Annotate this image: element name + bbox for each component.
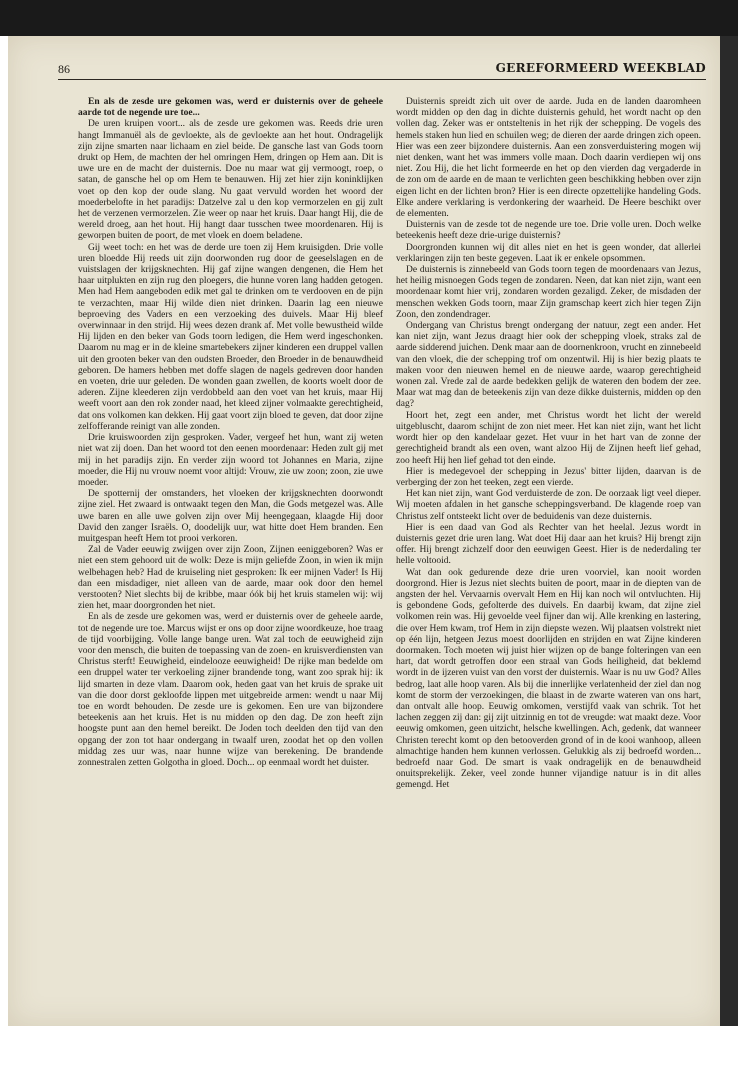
lead-paragraph: En als de zesde ure gekomen was, werd er duisternis over de geheele aarde tot de negende ure toe...: [78, 97, 383, 119]
paragraph: Hier is een daad van God als Rechter van het heelal. Jezus wordt in duisternis gezet drie uren lang. Wat doet Hij daar aan het kruis? Hij brengt zijn offer. Hij brengt zichzelf door den eeuwigen Geest. Hier is de nederdaling ter helle voltooid.: [396, 522, 701, 567]
paragraph: De duisternis is zinnebeeld van Gods toorn tegen de moordenaars van Jezus, het heilig misnoegen Gods tegen de zondaren. Neen, dat kan niet zijn, want een moordenaar komt hier vrij, zondaren worden gezaligd. Zeker, de misdaden der menschen wekken Gods toorn, maar Zijn gramschap keert zich hier tegen Zijn Zoon, den zondendrager.: [396, 265, 701, 320]
paragraph: Duisternis van de zesde tot de negende ure toe. Drie volle uren. Doch welke beteekenis heeft deze drie-urige duisternis?: [396, 220, 701, 242]
paragraph: Hier is medegevoel der schepping in Jezus' bitter lijden, daarvan is de verberging der zon het teeken, zegt een vierde.: [396, 466, 701, 488]
article-column-left: [78, 97, 383, 1017]
page-edge-shadow: [720, 36, 738, 1026]
paragraph: Duisternis spreidt zich uit over de aarde. Juda en de landen daaromheen wordt midden op den dag in dichte duisternis gehuld, het wordt nacht op den vollen dag. Zeker was er ontsteltenis in het rijk der schepping. De vogels des hemels staken hun lied en schuilen weg; de dieren der aarde dringen zich opeen. Hier was een zeer bijzondere duisternis. Aan een zonsverduistering mogen wij niet denken, want het was immers volle maan. Doch daarin verdiepen wij ons niet. Zou Hij, die het licht formeerde en het op den vierden dag vergaderde in de zon om de aarde en de maan te verlichten geen beschikking hebben over zijn eigen licht en der lichten bron? Hier is een directe opzettelijke handeling Gods. Elke andere verklaring is verdonkering der waarheid. De Heere beschikt over de elementen.: [396, 97, 701, 220]
article-column-right: [396, 97, 701, 1017]
paragraph: De uren kruipen voort... als de zesde ure gekomen was. Reeds drie uren hangt Immanuël als de gevloekte, als de gevloekte aan het hout. Ondragelijk zijn zijne smarten naar lichaam en ziel beide. De gansche last van Gods toorn drukt op Hem, de machten der hel omringen Hem, dringen op Hem aan. Dit is uwe ure en de macht der duisternis. Doe nu maar wat gij vermoogt, roep, o satan, de gansche hel op om Hem te benauwen. Hij zet hier zijn koninklijken voet op den kop der oude slang. Nu gaat vervuld worden het woord der moederbelofte in het paradijs: Datzelve zal u den kop vermorzelen en gij zult het de verzenen vermorzelen. Zie weer op naar het kruis. Daar hangt Hij, die de wereld droeg, aan het hout. Hij hangt daar tusschen twee moordenaren. Hij is geworpen buiten de poort, de met vloek en doem beladene.: [78, 119, 383, 242]
header-rule: [58, 79, 706, 80]
paragraph: Zal de Vader eeuwig zwijgen over zijn Zoon, Zijnen eeniggeboren? Was er niet een stem gehoord uit de wolk: Deze is mijn geliefde Zoon, in wien ik mijn welbehagen heb? Had de kruiseling niet gesproken: Ik eer mijnen Vader! Is Hij dan een misdadiger, niet alleen van de aarde, maar ook door den hemel verstooten? Niet slechts bij de kribbe, maar óók bij het kruis stamelen wij: wij zien het, maar doorgronden het niet.: [78, 545, 383, 612]
publication-title: GEREFORMEERD WEEKBLAD: [495, 61, 706, 75]
paragraph: En als de zesde ure gekomen was, werd er duisternis over de geheele aarde, tot de negende ure toe. Marcus wijst er ons op door zijne woordkeuze, hoe traag de tijd voorbijging. Volle lange bange uren. Wat zal toch de eeuwigheid zijn voor den mensch, die buiten de toepassing van de zoen- en kruisverdiensten van Christus sterft! Eeuwigheid, eindelooze eeuwigheid! De rijke man bedelde om een druppel water ter verkoeling zijner brandende tong, want zoo sprak hij: ik lijd smarten in deze vlam. Daarom ook, heden gaat van het kruis de sprake uit van die door dorst gekloofde lippen met uitgebreide armen: wendt u naar Mij toe en wordt behouden. De zesde ure is gekomen. Een ure van bijzondere beteekenis aan het kruis. Het is nu midden op den dag. De zon heeft zijn hoogste punt aan den hemel bereikt. De Joden toch deelden den tijd van den opgang der zon tot haar ondergang in twaalf uren, zoodat het op den vollen middag zes uur was, naar hunne wijze van berekening. De brandende zonnestralen zetten Golgotha in gloed. Doch... op eenmaal wordt het duister.: [78, 612, 383, 768]
paragraph: Gij weet toch: en het was de derde ure toen zij Hem kruisigden. Drie volle uren bloedde Hij reeds uit zijn doorwonden rug door de geeselslagen en de vuistslagen der krijgsknechten. Hij gaf zijne wangen dengenen, die Hem het haar uitplukten en zijn rug den ploegers, die hunne voren lang hadden getogen. Men had Hem aangeboden edik met gal te drinken om te verdooven en de pijn te verzachten, maar Hij wilde dien niet drinken. Daarin lag een nieuwe beproeving des Vaders en een verzoeking des duivels. Maar Hij bleef overwinnaar in den strijd. Hij wees dezen drank af. Met volle bewustheid wilde Hij lijden en den beker van Gods toorn ledigen, die Hem werd ingeschonken. Daarom nu mag er in de kleine smartebekers zijner kinderen een druppel vallen uit den grooten beker van den oudsten Broeder, den Broeder in de benauwdheid geboren. De hamers hebben met doffe slagen de nagels gedreven door handen en voeten, drie uur geleden. De wonden gaan zwellen, de koorts woelt door de aderen. Zijne kleederen zijn verdobbeld aan den voet van het kruis, maar Hij weeft voort aan den rok zonder naad, het kleed zijner volmaakte gerechtigheid, dat ons volkomen kan dekken. Hij gaat voort zijn bloed te geven, dat door zijne zelfofferande reinigt van alle zonden.: [78, 242, 383, 432]
paragraph: Drie kruiswoorden zijn gesproken. Vader, vergeef het hun, want zij weten niet wat zij doen. Dan het woord tot den eenen moordenaar: Heden zult gij met mij in het paradijs zijn. En verder zijn woord tot Johannes en Maria, zijne moeder, die Hij nu vrouw noemt voor altijd: Vrouw, zie uw zoon; zoon, zie uwe moeder.: [78, 433, 383, 488]
scan-margin: [0, 1026, 738, 1068]
paragraph: Hoort het, zegt een ander, met Christus wordt het licht der wereld uitgebluscht, daarom schijnt de zon niet meer. Het kan niet zijn, want het licht wordt hier op den kandelaar gezet. Het vuur in het hart van de zonne der gerechtigheid brandt als een oven, want alzoo Hij de Zijnen heeft lief gehad, zoo heeft Hij hen lief gehad tot den einde.: [396, 410, 701, 466]
paragraph: De spotternij der omstanders, het vloeken der krijgsknechten doorwondt zijne ziel. Het zwaard is ontwaakt tegen den Man, die Gods metgezel was. Alle uwe baren en alle uwe golven zijn over Mij heengegaan, klaagde Hij door David den zanger Israëls. O, doodelijk uur, wat hitte doet Hem branden. Een muitgespan heeft Hem tot prooi verkoren.: [78, 489, 383, 544]
page-number: 86: [58, 62, 70, 76]
paragraph: Wat dan ook gedurende deze drie uren voorviel, kan nooit worden doorgrond. Hier is Jezus niet slechts buiten de poort, maar in de diepten van de angsten der hel. Vervaarnis overvalt Hem en Hij kan noch wil ontvluchten. Hij is gebondene Gods, gefolterde des duivels. En daarbij kwam, dat zijne ziel volkomen rein was. Hij gevoelde veel fijner dan wij. Alle krenking en lastering, die over Hem kwam, trof Hem in zijn diepste wezen. Wij plaatsen volstrekt niet op één lijn, hetgeen Jezus moest doorlijden en strijden en wat Zijne kinderen doormaken. Toch moeten wij juist hier wijzen op de bange folteringen van een hart, dat wordt getroffen door een straal van Gods heiligheid, dat beklemd wordt in de ijzeren vuist van den vorst der duisternis. Waar is nu uw God? Alles bedrog, laat alle hoop varen. Als bij die innerlijke verlatenheid der ziel dan nog komt de storm der verzoekingen, die blaast in de zwarte wateren van ons hart, dan ontvalt alle hoop. Eeuwig omkomen, verstijfd vaak van schrik. Tot het lachen zeggen zij dan: gij zijt uitzinnig en tot de vreugde: wat maakt deze. Voor eeuwig omkomen, geen uitzicht, helsche kwellingen. Ach, gedenk, dat wanneer Christen terecht komt op den betooverden grond of in de kooi wanhoop, alleen almachtige handen hem kunnen verlossen. Gelukkig als zij bedroefd worden... bedroefd naar God. De smart is vaak ondragelijk en de benauwdheid onuitsprekelijk. Zeker, veel zonde hunner vijandige natuur is in dit alles gemengd. Het: [396, 567, 701, 791]
paragraph: Het kan niet zijn, want God verduisterde de zon. De oorzaak ligt veel dieper. Wij moeten afdalen in het gansche scheppingsverband. De klagende roep van Christus zelf ontsteekt licht over de beduidenis van deze duisternis.: [396, 489, 701, 522]
paragraph: Doorgronden kunnen wij dit alles niet en het is geen wonder, dat allerlei verklaringen zijn ten beste gegeven. Laat ik er enkele opsommen.: [396, 242, 701, 264]
paragraph: Ondergang van Christus brengt ondergang der natuur, zegt een ander. Het kan niet zijn, want Jezus draagt hier ook der schepping vloek, straks zal de aarde sidderend juichen. Denk maar aan de doornenkroon, vrucht en zinnebeeld van den vloek, die der schepping trof om onzentwil. Hij is hier bezig plaats te maken voor den nieuwen hemel en de nieuwe aarde, waarop gerechtigheid wonen zal. Vrede zal de aarde bedekken gelijk de wateren den bodem der zee. Maar wat mag dan de beteekenis zijn van deze dikke duisternis, midden op den dag?: [396, 321, 701, 410]
page-header: [58, 60, 706, 78]
